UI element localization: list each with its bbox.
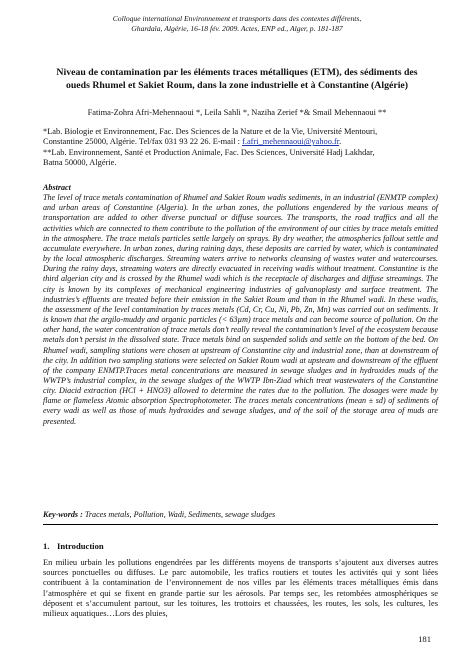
affiliation-2-line-1: **Lab. Environnement, Santé et Production Animale, Fac. Des Sciences, Université Hadj Lakhdar, (43, 147, 375, 157)
affiliation-1-end: . (339, 137, 342, 147)
keywords (43, 510, 438, 520)
affiliation-1-contact: Constantine 25000, Algérie. Tel/fax 031 93 22 26. E-mail : (43, 137, 243, 147)
running-header (40, 14, 434, 34)
section-body: En milieu urbain les pollutions engendrées par les différents moyens de transports s’ajoutent aux diverses autres sources ponctuelles ou diffuses. Le parc automobile, les trafics routiers et toutes les activités qui y sont liées contribuent à la contamination de l’environnement de nos villes par les éléments traces métalliques émis dans l’atmosphère et qui se fixent en grande partie sur les aérosols. Par temps sec, les retombées atmosphériques se déposent et s’accumulent partout, sur les toitures, les trottoirs et chaussées, les routes, les sols, les cultures, les milieux aquatiques…Lors des pluies, (43, 558, 438, 619)
title-line-2: oueds Rhumel et Sakiet Roum, dans la zone industrielle et à Constantine (Algérie) (65, 79, 409, 91)
separator-rule (43, 524, 438, 525)
abstract-text: The level of trace metals contamination of Rhumel and Sakiet Roum wadis sediments, in an industrial (ENMTP complex) and urban areas of Constantine (Algeria). In the urban zones, the pollutions engendered by the various means of transportation are added to other diverse punctual or diffuse sources. The transports, the road traffics and all the activities which are connected to them contribute to the pollution of the environment of our cities by trace metals emitted in the atmosphere. The trace metals particles settle largely on sprays. By dry weather, the atmospherics fallout settle and accumulate everywhere. In urban zones, during raining days, these deposits are carried by water, which is contaminated by the local atmospheric discharges. Streaming waters arrive to networks cleansing of wastes water and watercourses. During the rainy days, streaming waters are directly evacuated in receiving wadis without treatment. Constantine is the third algerian city and is crossed by the Rhumel wadi which is the receptacle of discharges and diffuse streamings. The city is known by its complexes of mechanical engineering industries of galvanoplasty and surface treatment. The industries’s effluents are treated before their emission in the Sakiet Roum and than in the Rhumel wadi. In these wadis, the assessment of the level contamination by traces metals (Cd, Cr, Cu, Ni, Pb, Zn, Mn) was carried out on sediments. It is known that the argilo-muddy and organic particles (< 63µm) trace metals and can become source of pollution. On the other hand, the water concentration of trace metals don’t really reveal the contamination’s level of the ecosystem because metals don’t persist in the dissolved state. Trace metals bind on suspended solids and settle on the bottom of the bed. On Rhumel wadi, sampling stations were chosen at upstream of Constantine city and industrial zone, than at downstream of the city. In addition two sampling stations were selected on Sakiet Roum wadi at upsteam and downstream of the effluent of the company ENMTP.Traces metal concentrations are measured in sewage sludges and in hydroxides muds of the WWTP’s industrial complex, in the sewage sludges of the WWTP Ibn-Ziad which treat wastewaters of the Constantine city. Diacid extraction (HCl + HNO3) allowed to determine the rates due to the pollution. The dosages were made by flame or flameless Atomic absorption Spectrophotometer. The traces metals concentrations (mean ± sd) of sediments of every wadi as well as those of muds hydroxides and sewage sludges, and of the soil of the storage area of muds are presented. (43, 193, 438, 426)
affiliations (43, 127, 439, 168)
section-heading (43, 541, 104, 552)
paper-title (34, 67, 440, 92)
section-number: 1. (43, 541, 50, 551)
title-line-1: Niveau de contamination par les éléments traces métalliques (ETM), des sédiments des (56, 67, 418, 78)
section-title: Introduction (57, 541, 104, 551)
keywords-text: Traces metals, Pollution, Wadi, Sediments, sewage sludges (82, 510, 276, 519)
affiliation-1-line-2 (43, 137, 439, 147)
author-list: Fatima-Zohra Afri-Mehennaoui *, Leila Sahli *, Naziha Zerief *& Smail Mehennaoui ** (87, 108, 387, 117)
page-number: 181 (418, 634, 431, 644)
email-link[interactable]: f.afri_mehennaoui@yahoo.fr (242, 137, 340, 147)
keywords-label: Key-words : (43, 510, 83, 519)
affiliation-2-line-2: Batna 50000, Algérie. (43, 157, 117, 167)
affiliation-1-line-1: *Lab. Biologie et Environnement, Fac. Des Sciences de la Nature et de la Vie, Université Mentouri, (43, 127, 378, 136)
header-line-1: Colloque international Environnement et transports dans des contextes différents, (112, 14, 362, 23)
header-line-2: Ghardaïa, Algérie, 16-18 fév. 2009. Actes, ENP ed., Alger, p. 181-187 (131, 24, 343, 33)
abstract-heading: Abstract (43, 183, 71, 192)
abstract (43, 183, 438, 427)
